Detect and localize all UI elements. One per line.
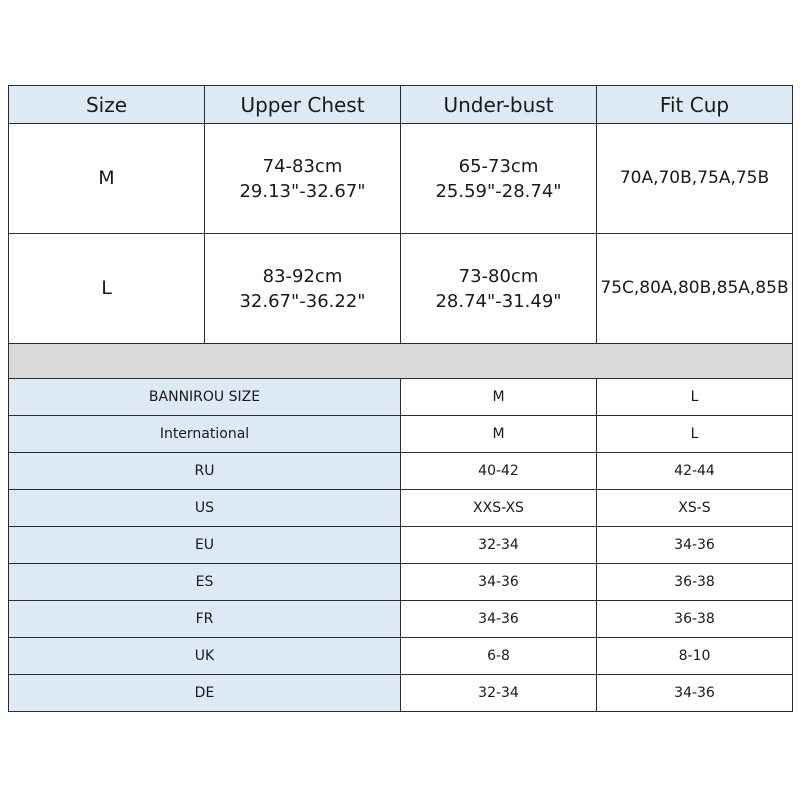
conversion-value-m: 6-8 [401,638,597,675]
conversion-value-m: 34-36 [401,601,597,638]
size-l-fit-cup: 75C,80A,80B,85A,85B [597,234,793,344]
conversion-value-l: 34-36 [597,675,793,712]
conversion-row [9,490,793,527]
conversion-value-m: XXS-XS [401,490,597,527]
conversion-row [9,416,793,453]
conversion-value-m: M [401,379,597,416]
conversion-value-l: L [597,416,793,453]
conversion-label: DE [9,675,401,712]
size-m-under-bust-in: 25.59"-28.74" [435,180,562,202]
conversion-row [9,527,793,564]
conversion-value-m: M [401,416,597,453]
conversion-value-m: 34-36 [401,564,597,601]
size-m-upper-chest-cm: 74-83cm [262,155,343,177]
conversion-value-m: 32-34 [401,675,597,712]
conversion-label: EU [9,527,401,564]
size-l-upper-chest-in: 32.67"-36.22" [239,290,366,312]
header-upper-chest: Upper Chest [205,86,401,124]
size-l-label: L [9,234,205,344]
size-l-under-bust-in: 28.74"-31.49" [435,290,562,312]
size-l-upper-chest-cm: 83-92cm [262,265,343,287]
conversion-label: RU [9,453,401,490]
size-m-label: M [9,124,205,234]
conversion-row [9,379,793,416]
conversion-value-l: 8-10 [597,638,793,675]
header-size: Size [9,86,205,124]
conversion-label: International [9,416,401,453]
conversion-value-l: L [597,379,793,416]
size-m-under-bust [401,124,597,234]
size-m-under-bust-cm: 65-73cm [458,155,539,177]
conversion-label: ES [9,564,401,601]
size-l-under-bust [401,234,597,344]
size-m-fit-cup: 70A,70B,75A,75B [597,124,793,234]
header-fit-cup: Fit Cup [597,86,793,124]
size-l-under-bust-cm: 73-80cm [458,265,539,287]
conversion-value-l: 36-38 [597,601,793,638]
conversion-row [9,601,793,638]
size-l-upper-chest [205,234,401,344]
conversion-label: BANNIROU SIZE [9,379,401,416]
size-m-upper-chest-in: 29.13"-32.67" [239,180,366,202]
conversion-value-l: 36-38 [597,564,793,601]
conversion-label: FR [9,601,401,638]
conversion-row [9,453,793,490]
conversion-row [9,675,793,712]
header-under-bust: Under-bust [401,86,597,124]
size-row-l [9,234,793,344]
conversion-row [9,564,793,601]
conversion-value-m: 32-34 [401,527,597,564]
conversion-label: UK [9,638,401,675]
size-m-upper-chest [205,124,401,234]
conversion-value-l: XS-S [597,490,793,527]
size-chart-sheet [8,85,792,712]
conversion-row [9,638,793,675]
conversion-label: US [9,490,401,527]
size-row-m [9,124,793,234]
size-measurement-table [8,85,793,379]
conversion-value-l: 34-36 [597,527,793,564]
conversion-value-m: 40-42 [401,453,597,490]
divider-band [9,344,793,379]
size-table-header-row [9,86,793,124]
size-conversion-table [8,378,793,712]
section-divider [9,344,793,379]
conversion-value-l: 42-44 [597,453,793,490]
